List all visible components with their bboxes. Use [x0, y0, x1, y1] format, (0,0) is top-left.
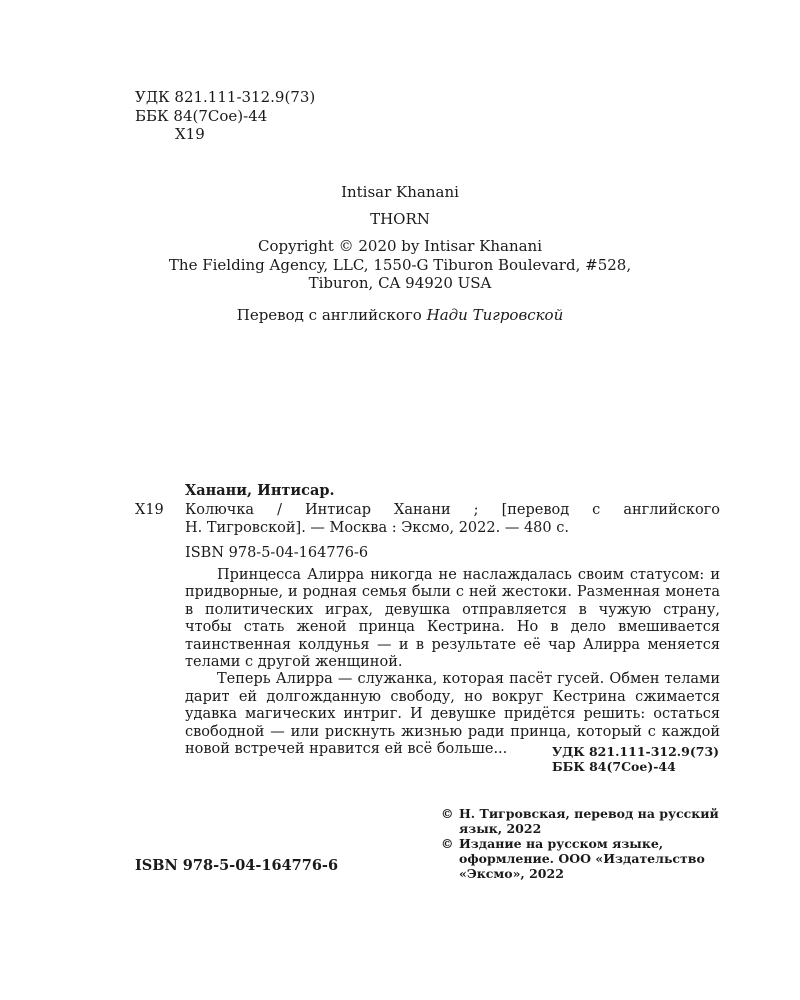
copyright-text: Издание на русском языке, оформление. ООО «Издательство «Эксмо», 2022 [459, 836, 705, 881]
translator-name: Нади Тигровской [426, 306, 564, 324]
copyright-notice [441, 806, 731, 836]
bottom-classification [552, 744, 719, 774]
translation-credit [0, 306, 800, 324]
catalog-line-1: Колючка / Интисар Ханани ; [перевод с английского [185, 501, 720, 518]
bottom-bbk: ББК 84(7Сое)-44 [552, 759, 676, 774]
copyright-text: Н. Тигровская, перевод на русский язык, 2022 [459, 806, 719, 836]
address-line: Tiburon, CA 94920 USA [308, 274, 492, 292]
author-mark: Х19 [175, 125, 205, 143]
original-author: Intisar Khanani [341, 183, 459, 201]
translation-prefix: Перевод с английского [236, 306, 422, 324]
annotation-paragraph: Принцесса Алирра никогда не наслаждалась своим статусом: и придворные, и родная семья были с ней жестоки. Разменная монета в политических играх, девушка отправляется в чужую страну, чтобы стать женой принца Кестрина. Но в дело вмешивается таинственная колдунья — и в результате её чар Алирра меняется телами с другой женщиной. [185, 567, 720, 671]
bottom-udk: УДК 821.111-312.9(73) [552, 744, 720, 759]
catalog-row [135, 501, 720, 520]
classification-codes [135, 88, 315, 144]
udk-code: УДК 821.111-312.9(73) [135, 88, 316, 106]
copyright-notices [441, 806, 731, 881]
bbk-code: ББК 84(7Сое)-44 [135, 106, 268, 125]
original-title: THORN [370, 210, 430, 228]
copyright-notice [441, 836, 731, 881]
copyright-block [0, 237, 800, 293]
annotation [185, 567, 720, 758]
copyright-symbol: © [441, 836, 454, 851]
copyright-symbol: © [441, 806, 454, 821]
catalog-isbn: ISBN 978-5-04-164776-6 [185, 544, 369, 561]
catalog-entry [135, 482, 720, 562]
copyright-line: Copyright © 2020 by Intisar Khanani [257, 237, 543, 255]
catalog-heading: Ханани, Интисар. [185, 482, 335, 499]
catalog-line-2: Н. Тигровской]. — Москва : Эксмо, 2022. — 480 с. [185, 520, 569, 536]
annotation-paragraph: Теперь Алирра — служанка, которая пасёт гусей. Обмен телами дарит ей долгожданную свободу, но вокруг Кестрина сжимается удавка магических интриг. И девушке придётся решить: остаться свободной — или рискнуть жизнью ради принца, который с каждой новой встречей нравится ей всё больше... [185, 671, 720, 758]
agency-line: The Fielding Agency, LLC, 1550-G Tiburon Boulevard, #528, [168, 255, 632, 274]
bottom-isbn: ISBN 978-5-04-164776-6 [135, 857, 339, 874]
catalog-mark: Х19 [135, 501, 164, 518]
